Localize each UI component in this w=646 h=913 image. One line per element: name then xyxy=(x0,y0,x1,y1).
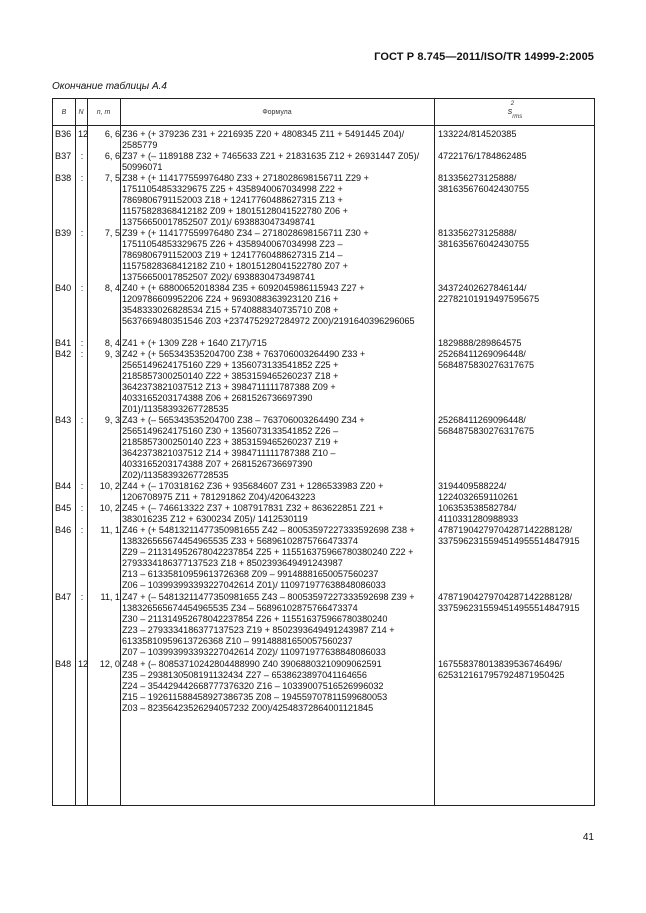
row-n-value: : xyxy=(80,338,84,348)
formula-line: Z41 + (+ 1309 Z28 + 1640 Z17)/715 xyxy=(122,338,267,348)
formula-line: Z37 + (– 1189188 Z32 + 7465633 Z21 + 21831635 Z12 + 26931447 Z05)/ xyxy=(122,151,420,161)
formula-line: 2185857300250140 Z23 + 3853159465260237 Z19 + xyxy=(122,436,339,447)
row-formula xyxy=(122,151,433,173)
row-nm-value: 9, 3 xyxy=(104,415,120,425)
srms-subscript: rms xyxy=(512,114,523,121)
formula-line: 7869806791152003 Z19 + 12417760488627315 Z14 – xyxy=(122,249,343,260)
row-formula xyxy=(122,349,433,414)
row-nm-value: 8, 4 xyxy=(104,338,120,348)
formula-line: Z13 – 61335810959613726368 Z09 – 99148881650057560237 xyxy=(122,568,379,579)
row-n-value: : xyxy=(80,481,84,491)
formula-line: Z45 + (– 746613322 Z37 + 1087917831 Z32 + 863622851 Z21 + xyxy=(122,503,384,513)
formula-line: 2585779 xyxy=(122,139,158,150)
formula-line: 11575828368412182 Z10 + 18015128041522780 Z07 + xyxy=(122,260,348,271)
row-b-label: B40 xyxy=(55,283,72,293)
srms-value-line: 56848758302763176​75 xyxy=(438,425,535,436)
row-srms-value xyxy=(438,415,596,437)
formula-line: 17511054853329675 Z25 + 4358940067034998 Z22 + xyxy=(122,183,343,194)
row-b-label: B43 xyxy=(55,415,72,425)
formula-line: 1209786609952206 Z24 + 9693088363923120 Z16 + xyxy=(122,293,339,304)
row-nm-value: 7, 5 xyxy=(104,173,120,183)
row-b-label: B42 xyxy=(55,349,72,359)
formula-line: Z42 + (+ 565343535204700 Z38 + 763706003264490 Z33 + xyxy=(122,349,366,359)
row-nm-value: 8, 4 xyxy=(104,283,120,293)
srms-value-line: 381635676042430755 xyxy=(438,238,530,249)
column-header-nm: n, m xyxy=(96,108,111,116)
row-b-label: B48 xyxy=(55,659,72,669)
row-b-label: B46 xyxy=(55,525,72,535)
srms-value-line: 106353538582784/ xyxy=(438,503,517,513)
formula-line: 279333418637713​7523 Z18 + 8502393649491243987 xyxy=(122,557,343,568)
row-nm-value: 11, 1 xyxy=(100,592,120,602)
row-formula xyxy=(122,415,433,480)
formula-line: 7869806791152003 Z18 + 12417760488627315 Z13 + xyxy=(122,194,343,205)
row-n-value: : xyxy=(80,228,84,238)
formula-line: 1206708975 Z11 + 781291862 Z04)/420643223 xyxy=(122,491,316,502)
srms-value-line: 133224/814520385 xyxy=(438,129,517,139)
row-n-value: : xyxy=(80,525,84,535)
row-formula xyxy=(122,481,433,503)
formula-line: Z24 – 354429442668777376320 Z16 – 10339007516526996032 xyxy=(122,680,384,691)
row-srms-value xyxy=(438,129,596,140)
row-srms-value xyxy=(438,349,596,371)
row-nm-value: 6, 6 xyxy=(104,151,120,161)
formula-line: Z29 – 21131495267804223785​4 Z25 + 115516375966780380240 Z22 + xyxy=(122,546,414,557)
formula-line: 61335810959613726368 Z10 – 99148881650057560237 xyxy=(122,635,353,646)
srms-value-line: 56848758302763176​75 xyxy=(438,359,535,370)
row-n-value: : xyxy=(80,349,84,359)
row-srms-value xyxy=(438,228,596,250)
srms-value-line: 478719042797042871422881​28/ xyxy=(438,592,573,602)
formula-line: 4033165203174388 Z07 + 2681526736697390 xyxy=(122,458,313,469)
formula-line: 11575828368412182 Z09 + 18015128041522780 Z06 + xyxy=(122,205,348,216)
srms-value-line: 813356273125888/ xyxy=(438,173,517,183)
formula-line: Z48 + (– 808537102428044889​90 Z40 39068803210909062591 xyxy=(122,659,382,669)
row-formula xyxy=(122,283,433,327)
srms-value-line: 16755837801383953674​6496/ xyxy=(438,659,562,669)
row-n-value: : xyxy=(80,151,84,161)
formula-line: 2185857300250140 Z22 + 3853159465260237 Z18 + xyxy=(122,370,339,381)
srms-value-line: 62531216179579248719504​25 xyxy=(438,669,565,680)
srms-value-line: 813356273125888/ xyxy=(438,228,517,238)
formula-line: 50996071 xyxy=(122,161,163,172)
formula-line: 17511054853329675 Z26 + 4358940067034998 Z23 – xyxy=(122,238,343,249)
row-srms-value xyxy=(438,525,596,547)
formula-line: Z23 – 279333418637713​7523 Z19 + 8502393649491243987 Z14 + xyxy=(122,624,395,635)
row-srms-value xyxy=(438,338,596,349)
row-srms-value xyxy=(438,283,596,305)
row-srms-value xyxy=(438,659,596,681)
formula-line: Z40 + (+ 68800652018384 Z35 + 6092045986115943 Z27 + xyxy=(122,283,365,293)
row-formula xyxy=(122,503,433,525)
srms-value-line: 1829888/289864575 xyxy=(438,338,522,348)
formula-line: Z46 + (+ 54813211477350981655 Z42 – 80053597227333592698 Z38 + xyxy=(122,525,415,535)
row-nm-value: 7, 5 xyxy=(104,228,120,238)
srms-superscript: 2 xyxy=(510,100,515,107)
formula-line: Z44 + (– 170318162 Z36 + 935684607 Z31 + 1286533983 Z20 + xyxy=(122,481,384,491)
formula-line: 5637669480351546 Z03 +2374752927284972 Z00)/219164039629606​5 xyxy=(122,315,415,326)
formula-line: 3548333026828534 Z15 + 5740888340735710 Z08 + xyxy=(122,304,339,315)
srms-value-line: 381635676042430755 xyxy=(438,183,530,194)
row-b-label: B41 xyxy=(55,338,72,348)
row-nm-value: 9, 3 xyxy=(104,349,120,359)
srms-value-line: 4722176/1784862485 xyxy=(438,151,527,161)
row-b-label: B44 xyxy=(55,481,72,491)
formula-table xyxy=(52,98,595,806)
row-srms-value xyxy=(438,173,596,195)
formula-line: 13832656567445​4965535 Z34 – 56896102875766473374 xyxy=(122,602,358,613)
srms-value-line: 3194409588224/ xyxy=(438,481,507,491)
srms-value-line: 34372402627846144/ xyxy=(438,283,527,293)
row-nm-value: 12, 0 xyxy=(99,659,120,669)
srms-value-line: 33759623155945149555148479​15 xyxy=(438,535,580,546)
row-formula xyxy=(122,129,433,151)
formula-line: Z36 + (+ 379236 Z31 + 2216935 Z20 + 4808345 Z11 + 5491445 Z04)/ xyxy=(122,129,405,139)
formula-line: Z02)/11358393267728535 xyxy=(122,469,229,480)
formula-line: Z30 – 21131495267804223785​4 Z26 + 115516375966780380240 xyxy=(122,613,388,624)
row-srms-value xyxy=(438,151,596,162)
row-srms-value xyxy=(438,503,596,525)
row-n-value: : xyxy=(80,503,84,513)
row-srms-value xyxy=(438,592,596,614)
row-srms-value xyxy=(438,481,596,503)
row-n-value: 12 xyxy=(78,129,89,139)
table-caption: Окончание таблицы А.4 xyxy=(52,81,167,92)
srms-value-line: 478719042797042871422881​28/ xyxy=(438,525,573,535)
row-nm-value: 6, 6 xyxy=(104,129,120,139)
formula-line: 2565149624175160 Z29 + 1356073133541852 Z25 + xyxy=(122,359,339,370)
row-n-value: : xyxy=(80,415,84,425)
formula-line: Z06 – 10399399339322704261​4 Z01)/ 110971977638848086033 xyxy=(122,579,386,590)
srms-value-line: 25268411269096448/ xyxy=(438,349,526,359)
formula-line: 13756650017852507 Z02)/ 6938830473498741 xyxy=(122,271,316,282)
row-formula xyxy=(122,659,433,714)
formula-line: 13756650017852507 Z01)/ 6938830473498741 xyxy=(122,216,316,227)
row-nm-value: 11, 1 xyxy=(100,525,120,535)
row-n-value: 12 xyxy=(78,659,89,669)
formula-line: Z38 + (+ 114177559976480 Z33 + 2718028698156711 Z29 + xyxy=(122,173,369,183)
row-formula xyxy=(122,338,433,349)
srms-value-line: 33759623155945149555148479​15 xyxy=(438,602,580,613)
formula-line: Z01)/11358393267728535 xyxy=(122,403,229,414)
row-b-label: B38 xyxy=(55,173,72,183)
row-n-value: : xyxy=(80,173,84,183)
row-n-value: : xyxy=(80,592,84,602)
formula-line: Z07 – 10399399339322704261​4 Z02)/ 110971977638848086033 xyxy=(122,646,386,657)
column-header-srms xyxy=(434,99,596,125)
row-b-label: B47 xyxy=(55,592,72,602)
formula-line: Z35 – 293813050819113243​4 Z27 – 65386238970411646​56 xyxy=(122,669,367,680)
row-formula xyxy=(122,173,433,228)
row-b-label: B36 xyxy=(55,129,72,139)
srms-value-line: 4110331280988933 xyxy=(438,513,519,524)
srms-symbol: s xyxy=(507,105,513,116)
row-n-value: : xyxy=(80,283,84,293)
row-formula xyxy=(122,525,433,590)
row-nm-value: 10, 2 xyxy=(99,481,120,491)
standard-header: ГОСТ Р 8.745—2011/ISO/TR 14999-2:2005 xyxy=(374,51,594,63)
formula-line: Z39 + (+ 114177559976480 Z34 – 2718028698156711 Z30 + xyxy=(122,228,369,238)
formula-line: 383016235 Z12 + 6300234 Z05)/ 1412530119 xyxy=(122,513,308,524)
formula-line: 2565149624175160 Z30 + 1356073133541852 Z26 – xyxy=(122,425,339,436)
column-header-n: N xyxy=(78,108,84,116)
srms-value-line: 22782101919497595675 xyxy=(438,293,540,304)
column-header-b: B xyxy=(61,108,67,116)
formula-line: Z43 + (– 565343535204700 Z38 – 763706003264490 Z34 + xyxy=(122,415,365,425)
row-b-label: B45 xyxy=(55,503,72,513)
srms-value-line: 1224032659110261 xyxy=(438,491,519,502)
formula-line: Z47 + (– 54813211477350981655 Z43 – 80053597227333592698 Z39 + xyxy=(122,592,415,602)
formula-line: 13832656567445​4965535 Z33 + 56896102875766473374 xyxy=(122,535,358,546)
row-b-label: B37 xyxy=(55,151,72,161)
column-header-formula: Формула xyxy=(262,108,292,116)
formula-line: Z03 – 823564235262940572​32 Z00)/42548372864001121845 xyxy=(122,702,374,713)
formula-line: Z15 – 192611588458927386735 Z08 – 194559707811599680053 xyxy=(122,691,388,702)
formula-line: 3642373821037512 Z13 + 3984711111787388 Z09 + xyxy=(122,381,336,392)
formula-line: 3642373821037512 Z14 + 3984711111787388 Z10 – xyxy=(122,447,336,458)
row-formula xyxy=(122,592,433,657)
page-number: 41 xyxy=(582,832,594,843)
row-nm-value: 10, 2 xyxy=(99,503,120,513)
formula-line: 4033165203174388 Z06 + 2681526736697390 xyxy=(122,392,313,403)
row-b-label: B39 xyxy=(55,228,72,238)
srms-value-line: 25268411269096448/ xyxy=(438,415,526,425)
row-formula xyxy=(122,228,433,283)
